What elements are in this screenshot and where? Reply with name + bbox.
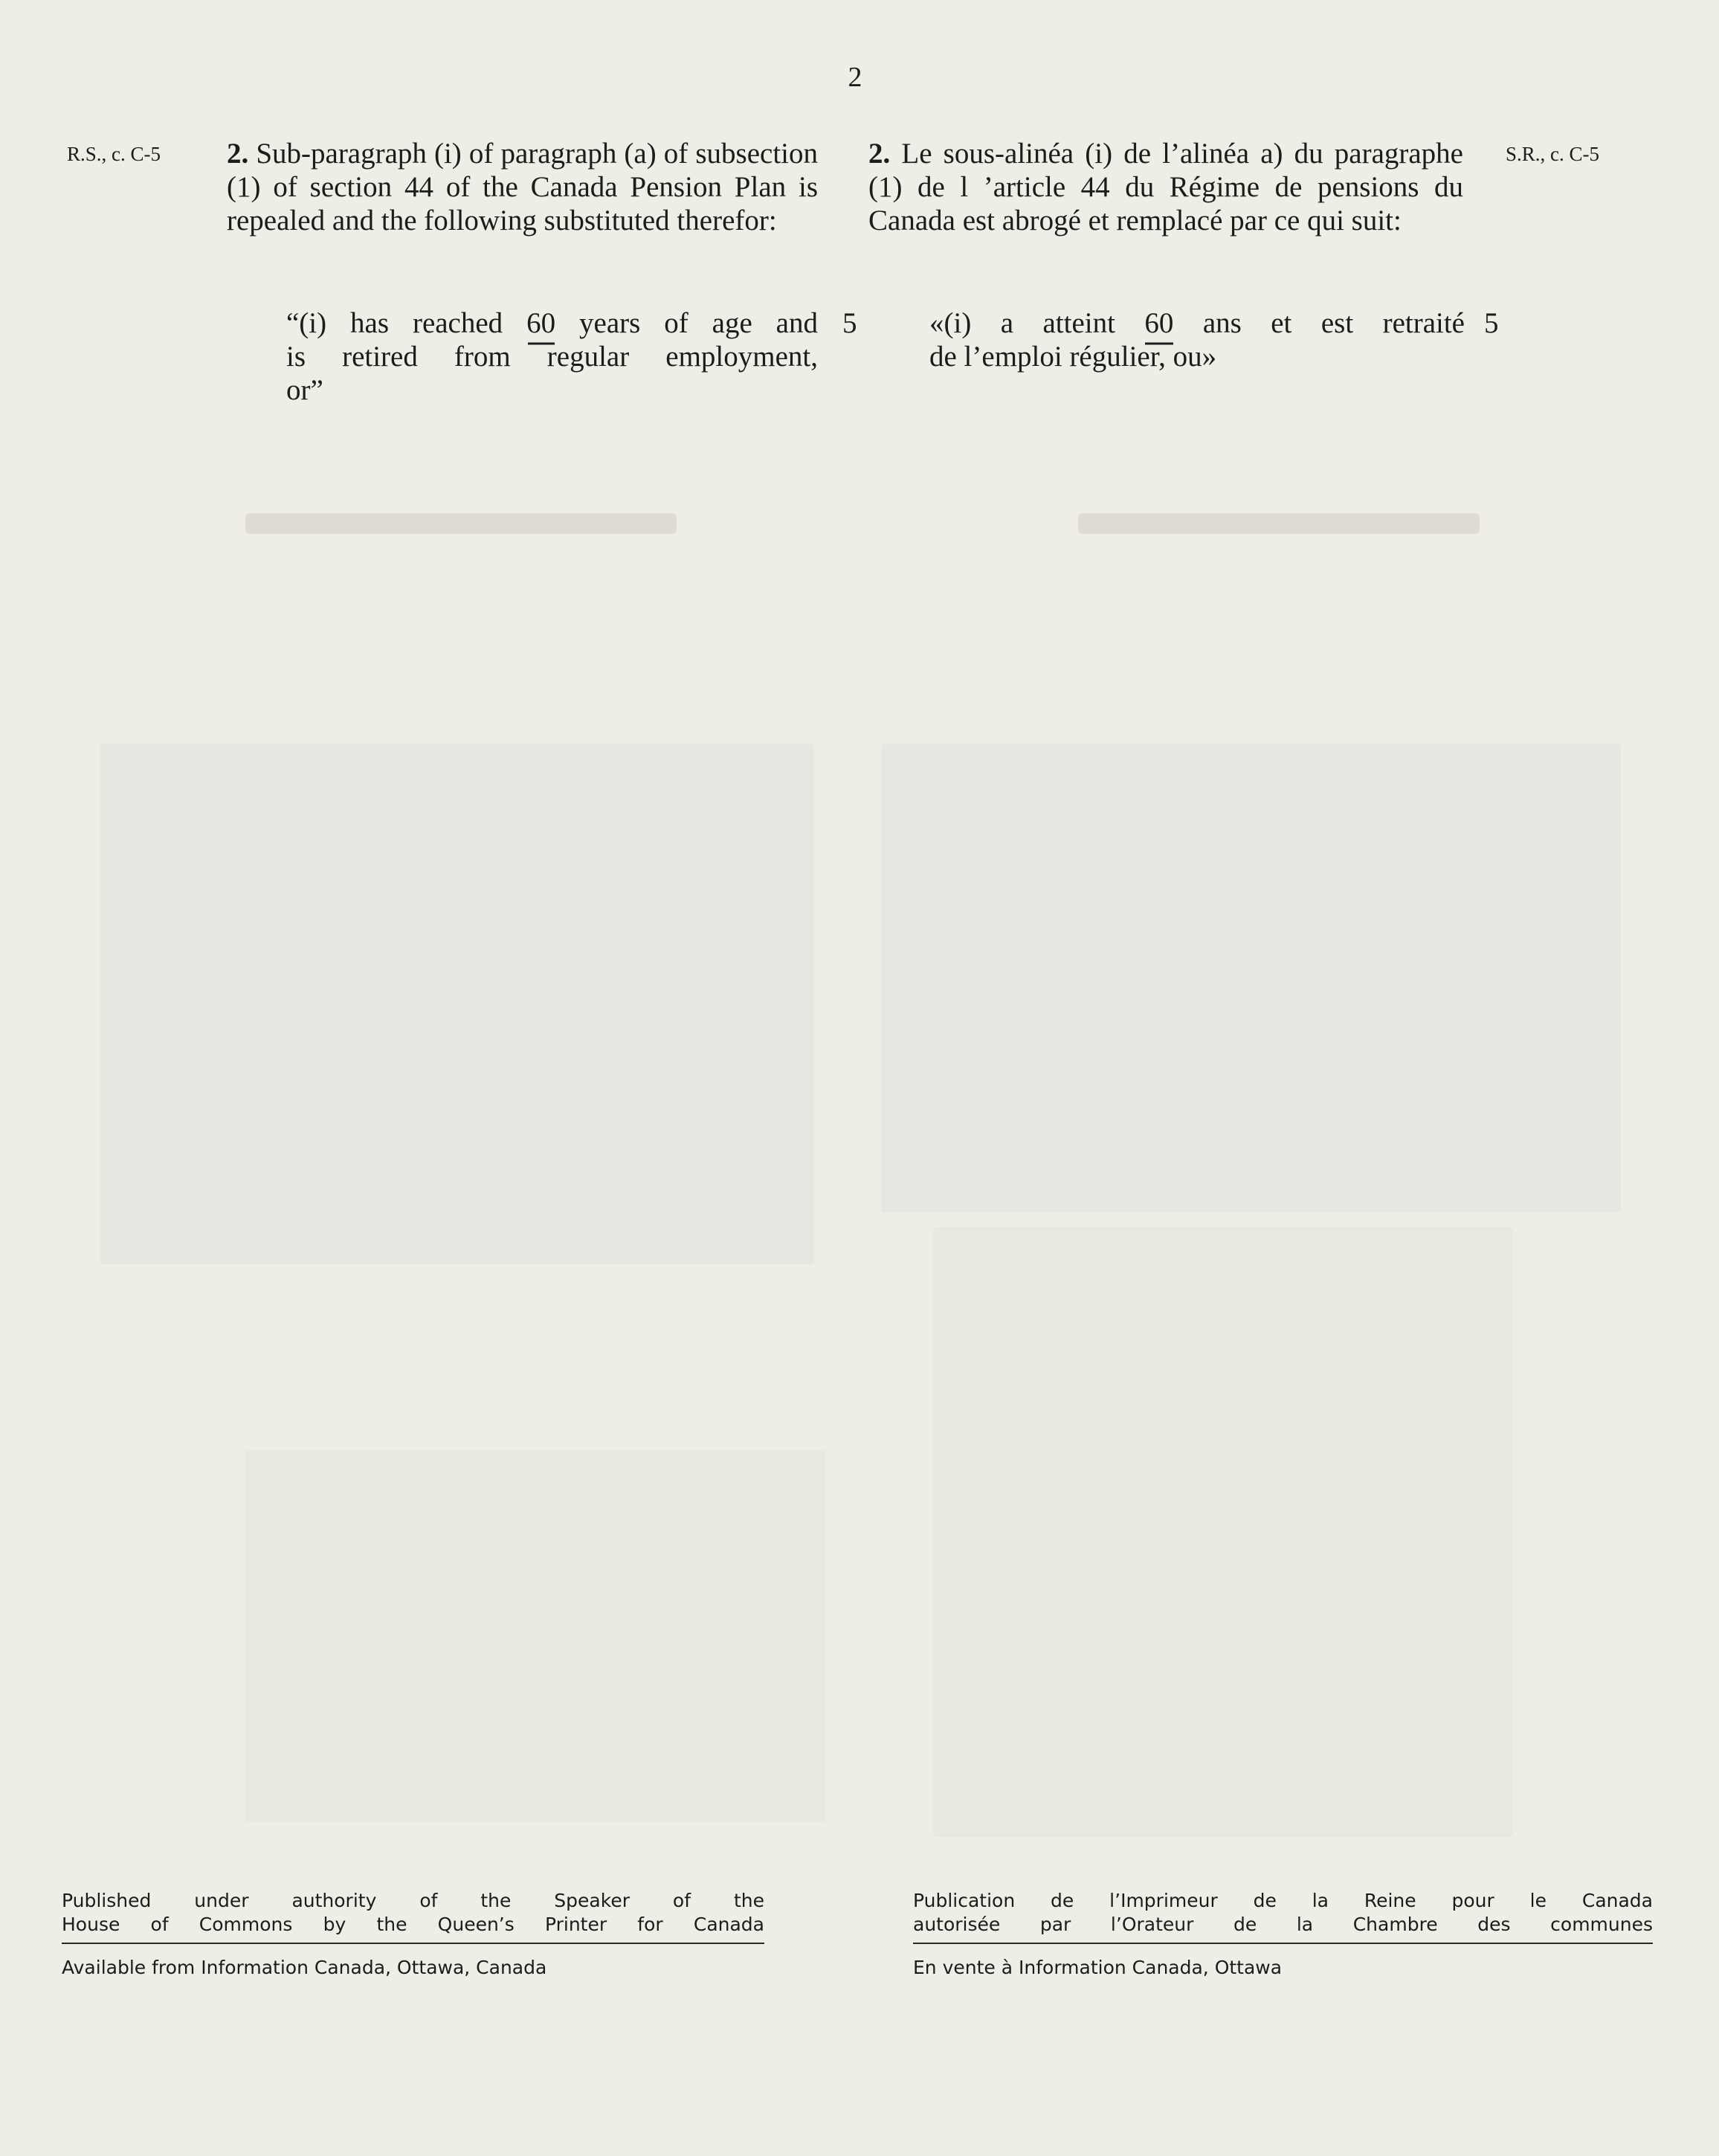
margin-note-left: R.S., c. C-5 (67, 143, 161, 165)
french-publisher-line: autorisée par l’Orateur de la Chambre des communes (913, 1914, 1653, 1935)
english-column (227, 137, 818, 237)
english-publisher-line: House of Commons by the Queen’s Printer for Canada (62, 1914, 764, 1935)
french-column (868, 137, 1463, 237)
english-quote-line: “(i) has reached 60 years of age and (286, 307, 818, 339)
english-quote-line: or” (286, 374, 323, 406)
french-line-number: 5 (1484, 307, 1499, 339)
french-paragraph-text: Le sous-alinéa (i) de l’alinéa a) du paragraphe (1) de l ’article 44 du Régime de pensions du Canada est abrogé et remplacé par ce qui suit: (868, 138, 1463, 236)
english-availability: Available from Information Canada, Ottawa, Canada (62, 1957, 547, 1978)
english-publisher-notice (62, 1889, 764, 1937)
english-line-number: 5 (842, 307, 857, 339)
french-availability: En vente à Information Canada, Ottawa (913, 1957, 1283, 1978)
english-paragraph-text: Sub-paragraph (i) of paragraph (a) of subsection (1) of section 44 of the Canada Pension Plan is repealed and the following substituted therefor: (227, 138, 818, 236)
french-publisher-line: Publication de l’Imprimeur de la Reine pour le Canada (913, 1890, 1653, 1911)
english-quote-line: is retired from regular employment, (286, 341, 818, 373)
french-quote-line: de l’emploi régulier, ou» (929, 341, 1217, 373)
french-quoted-text (929, 306, 1465, 373)
margin-note-right: S.R., c. C-5 (1506, 143, 1600, 165)
french-publisher-notice (913, 1889, 1653, 1937)
english-footer (62, 1889, 764, 1980)
english-quoted-text (286, 306, 818, 407)
french-footer-rule (913, 1943, 1653, 1944)
english-section-number: 2. (227, 138, 249, 170)
page-number: 2 (848, 62, 862, 93)
french-quote-line: «(i) a atteint 60 ans et est retraité (929, 307, 1465, 339)
english-section-paragraph (227, 137, 818, 237)
french-footer (913, 1889, 1653, 1980)
french-section-number: 2. (868, 138, 891, 170)
english-footer-rule (62, 1943, 764, 1944)
french-section-paragraph (868, 137, 1463, 237)
english-publisher-line: Published under authority of the Speaker of the (62, 1890, 764, 1911)
